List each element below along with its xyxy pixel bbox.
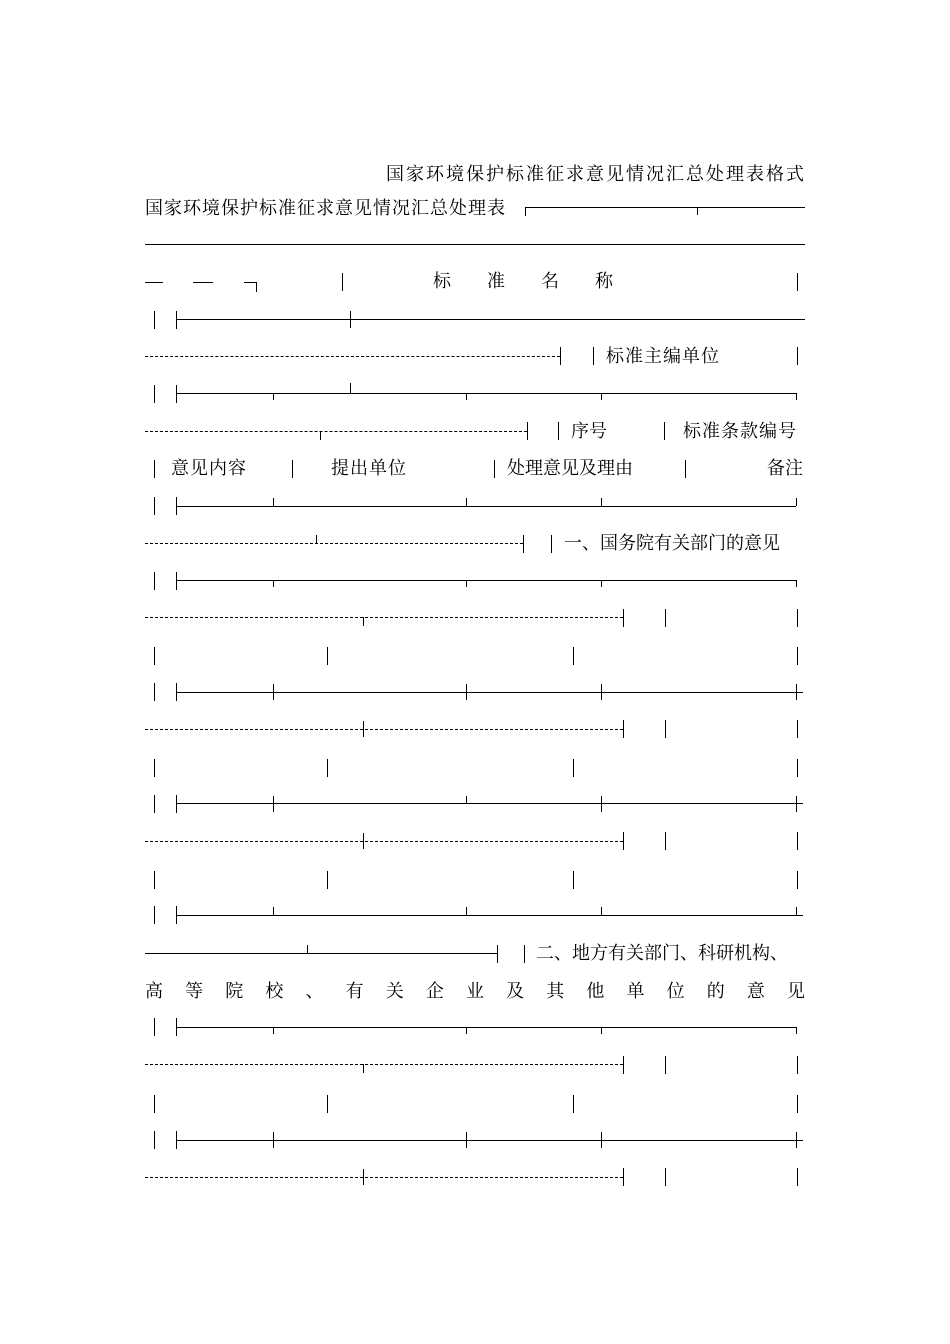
table-rule: [316, 535, 317, 543]
table-rule: [176, 795, 177, 813]
table-rule: [796, 1132, 797, 1148]
table-rule: [558, 422, 559, 440]
table-rule: [154, 795, 155, 813]
table-rule: [665, 1168, 666, 1186]
table-rule: [154, 906, 155, 924]
table-rule: [797, 273, 798, 291]
table-rule: [273, 580, 274, 587]
table-rule: [796, 498, 797, 506]
table-rule: [154, 1018, 155, 1036]
table-rule: [176, 319, 805, 320]
table-rule: [327, 1095, 328, 1113]
title-char: 见: [787, 981, 805, 1002]
section-two-title-line2: [145, 981, 805, 1003]
table-rule: [601, 684, 602, 700]
table-rule: [665, 609, 666, 627]
column-handling: 处理意见及理由: [507, 458, 633, 479]
table-rule: [342, 273, 343, 291]
table-rule: [685, 460, 686, 478]
table-rule: [327, 647, 328, 665]
table-rule: [527, 422, 528, 440]
table-rule: [176, 1140, 803, 1141]
table-rule: [573, 759, 574, 777]
table-rule: [273, 1132, 274, 1148]
title-char: 单: [626, 981, 645, 1002]
table-rule: [525, 207, 805, 208]
table-rule: [466, 796, 467, 804]
table-rule: [273, 684, 274, 700]
table-rule: [363, 721, 364, 737]
title-char: 其: [546, 981, 565, 1002]
table-rule: [523, 535, 524, 553]
table-rule: [176, 385, 177, 403]
title-char: 企: [425, 981, 444, 1002]
table-rule: [573, 647, 574, 665]
title-char: 位: [666, 981, 685, 1002]
table-rule: [145, 282, 163, 283]
table-rule: [363, 833, 364, 849]
table-rule: [154, 572, 155, 590]
table-rule: [154, 1131, 155, 1149]
table-rule: [466, 393, 467, 400]
table-rule: [145, 1177, 623, 1178]
table-rule: [466, 580, 467, 587]
title-char: 校: [265, 981, 284, 1002]
table-rule: [176, 803, 803, 804]
table-rule: [363, 617, 364, 626]
section-two-title-line1: 二、地方有关部门、科研机构、: [536, 943, 788, 964]
table-rule: [601, 907, 602, 915]
title-char: 、: [305, 981, 324, 1002]
table-rule: [466, 684, 467, 700]
table-rule: [176, 572, 177, 590]
table-rule: [601, 1132, 602, 1148]
table-rule: [797, 720, 798, 738]
table-rule: [797, 609, 798, 627]
table-rule: [176, 393, 796, 394]
table-rule: [466, 498, 467, 506]
table-rule: [176, 311, 177, 329]
table-rule: [145, 1064, 623, 1065]
title-char: 业: [466, 981, 484, 1002]
table-rule: [797, 1168, 798, 1186]
table-rule: [796, 907, 797, 915]
table-rule: [497, 945, 498, 963]
title-char: 高: [145, 981, 163, 1002]
title-char: 院: [225, 981, 244, 1002]
table-rule: [176, 692, 803, 693]
table-rule: [145, 431, 527, 432]
table-rule: [796, 580, 797, 587]
table-rule: [273, 907, 274, 915]
table-rule: [796, 393, 797, 400]
table-title: 国家环境保护标准征求意见情况汇总处理表: [145, 198, 506, 219]
table-rule: [797, 347, 798, 365]
table-rule: [796, 796, 797, 812]
table-rule: [573, 871, 574, 889]
table-rule: [601, 796, 602, 812]
column-remarks: 备注: [767, 458, 803, 479]
table-rule: [664, 422, 665, 440]
table-rule: [796, 1027, 797, 1034]
table-rule: [154, 871, 155, 889]
title-char: 的: [706, 981, 725, 1002]
table-rule: [350, 383, 351, 393]
table-rule: [176, 1027, 796, 1028]
table-rule: [797, 832, 798, 850]
table-rule: [665, 832, 666, 850]
table-rule: [601, 580, 602, 587]
table-rule: [466, 1027, 467, 1034]
table-rule: [145, 617, 623, 618]
table-rule: [697, 207, 698, 215]
table-rule: [665, 720, 666, 738]
table-rule: [154, 647, 155, 665]
table-rule: [307, 945, 308, 953]
table-rule: [193, 282, 213, 283]
table-rule: [797, 871, 798, 889]
table-rule: [601, 498, 602, 506]
title-char: 及: [506, 981, 525, 1002]
table-rule: [154, 311, 155, 329]
table-rule: [363, 1064, 364, 1073]
table-rule: [256, 282, 257, 292]
table-rule: [320, 431, 321, 440]
table-rule: [154, 385, 155, 403]
table-rule: [273, 393, 274, 400]
document-heading: 国家环境保护标准征求意见情况汇总处理表格式: [386, 164, 806, 185]
table-rule: [551, 535, 552, 553]
title-char: 关: [385, 981, 404, 1002]
table-rule: [273, 796, 274, 812]
table-rule: [797, 647, 798, 665]
column-seq: 序号: [571, 421, 607, 442]
title-char: 有: [345, 981, 364, 1002]
table-rule: [273, 498, 274, 506]
table-rule: [176, 506, 796, 507]
table-rule: [623, 609, 624, 627]
table-rule: [593, 347, 594, 365]
table-rule: [154, 683, 155, 701]
table-rule: [363, 1169, 364, 1185]
title-char: 他: [586, 981, 605, 1002]
table-rule: [350, 311, 351, 328]
table-rule: [145, 841, 623, 842]
table-rule: [154, 1095, 155, 1113]
column-proposer: 提出单位: [331, 458, 407, 479]
table-rule: [797, 1056, 798, 1074]
table-rule: [573, 1095, 574, 1113]
table-rule: [466, 907, 467, 915]
column-opinion: 意见内容: [171, 458, 247, 479]
table-rule: [797, 1095, 798, 1113]
table-rule: [797, 759, 798, 777]
table-rule: [145, 543, 523, 544]
editor-unit-label: 标准主编单位: [606, 346, 720, 367]
table-rule: [623, 720, 624, 738]
table-rule: [623, 832, 624, 850]
table-rule: [525, 207, 526, 216]
table-rule: [145, 729, 623, 730]
table-rule: [176, 915, 803, 916]
table-rule: [327, 759, 328, 777]
table-rule: [154, 460, 155, 478]
table-rule: [560, 347, 561, 365]
table-rule: [154, 497, 155, 515]
table-rule: [623, 1168, 624, 1186]
column-clause-no: 标准条款编号: [683, 421, 797, 442]
table-rule: [524, 945, 525, 963]
title-char: 意: [746, 981, 765, 1002]
table-rule: [292, 460, 293, 478]
table-rule: [796, 684, 797, 700]
table-rule: [154, 759, 155, 777]
table-rule: [273, 1027, 274, 1034]
table-rule: [176, 580, 796, 581]
table-rule: [327, 871, 328, 889]
table-rule: [665, 1056, 666, 1074]
section-one-title: 一、国务院有关部门的意见: [564, 533, 780, 554]
title-char: 等: [185, 981, 204, 1002]
table-rule: [466, 1132, 467, 1148]
table-rule: [145, 356, 560, 357]
table-rule: [601, 1027, 602, 1034]
table-rule: [494, 460, 495, 478]
table-rule: [145, 953, 497, 954]
table-rule: [601, 393, 602, 400]
table-rule: [623, 1056, 624, 1074]
standard-name-label: 标 准 名 称: [433, 271, 613, 292]
table-rule: [145, 244, 805, 245]
